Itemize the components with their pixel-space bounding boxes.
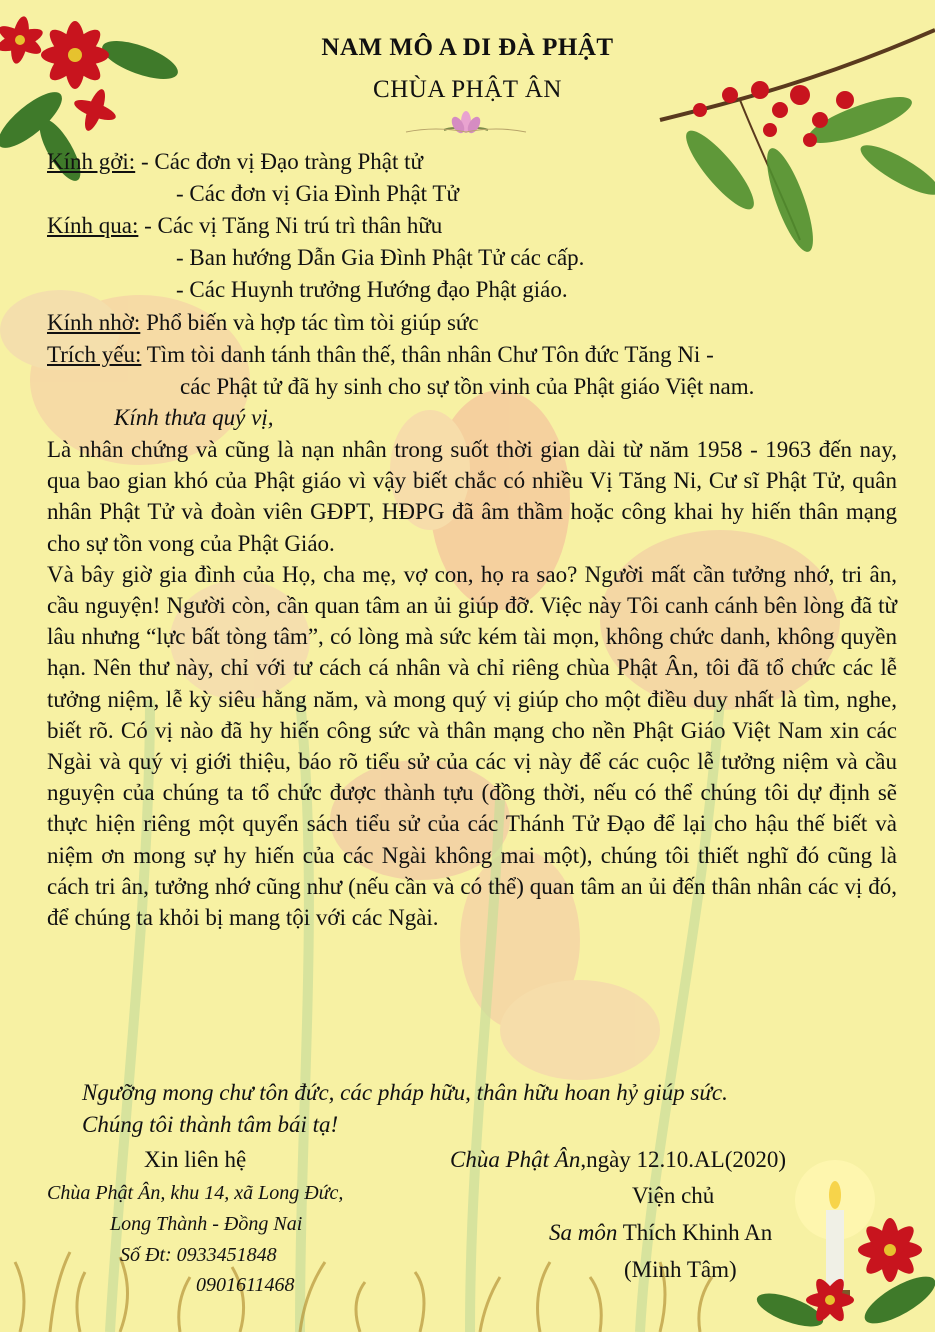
kinh-nho-text: Phổ biến và hợp tác tìm tòi giúp sức	[140, 310, 479, 335]
closing-line-2: Chúng tôi thành tâm bái tạ!	[82, 1112, 339, 1137]
kinh-goi-item-2: - Các đơn vị Gia Đình Phật Tử	[176, 181, 459, 206]
kinh-goi-label: Kính gởi:	[47, 149, 136, 174]
kinh-goi-item-1: - Các đơn vị Đạo tràng Phật tử	[135, 149, 423, 174]
contact-label: Xin liên hệ	[144, 1147, 247, 1172]
paragraph-2: Và bây giờ gia đình của Họ, cha mẹ, vợ con, họ ra sao? Người mất cần tưởng nhớ, tri ân, cầu nguyện! Người còn, cần quan tâm an ủi giúp đỡ. Việc này Tôi canh cánh bên lòng đã từ lâu nhưng “lực bất tòng tâm”, có lòng mà sức kém tài mọn, không chức danh, không quyền hạn. Nên thư này, chỉ với tư cách cá nhân và chỉ riêng chùa Phật Ân, tôi đã tổ chức các lễ tưởng niệm, lễ kỳ siêu hằng năm, và mong quý vị giúp cho một điều duy nhất là tìm, nghe, biết rõ. Có vị nào đã hy hiến công sức và thân mạng cho nền Phật Giáo Việt Nam xin các Ngài và quý vị giới thiệu, báo rõ tiểu sử của các vị này để các cuộc lễ tưởng niệm và cầu nguyện của chúng ta tổ chức được thành tựu (đồng thời, nếu có thể chúng tôi dự định sẽ thực hiện riêng một quyển sách tiểu sử của các Thánh Tử Đạo để lại cho hậu thế biết và niệm ơn mong sự hy hiến của các Ngài không mai một), chúng tôi thiết nghĩ đó cũng là cách tri ân, tưởng nhớ cũng như (nếu cần và có thể) quan tâm an ủi đến thân nhân các vị đó, để chúng ta khỏi bị mang tội với các Ngài.	[47, 561, 897, 931]
kinh-nho-label: Kính nhờ:	[47, 310, 141, 335]
signature-prefix: Sa môn	[549, 1220, 618, 1245]
signature-name-line	[549, 1220, 772, 1246]
trich-yeu-text-2: các Phật tử đã hy sinh cho sự tồn vinh của Phật giáo Việt nam.	[180, 374, 755, 399]
letter-body	[47, 434, 897, 933]
kinh-qua-item-2: - Ban hướng Dẫn Gia Đình Phật Tử các cấp.	[176, 245, 585, 270]
signature-dharma-name: (Minh Tâm)	[624, 1257, 737, 1282]
contact-phone-1: Số Đt: 0933451848	[120, 1244, 277, 1266]
contact-phone-2: 0901611468	[196, 1274, 295, 1296]
trich-yeu-line-1	[47, 342, 714, 368]
signature-role: Viện chủ	[632, 1183, 715, 1208]
kinh-qua-label: Kính qua:	[47, 213, 139, 238]
trich-yeu-label: Trích yếu:	[47, 342, 142, 367]
kinh-qua-item-3: - Các Huynh trưởng Hướng đạo Phật giáo.	[176, 277, 568, 302]
signature-place-date	[450, 1147, 786, 1173]
contact-address-2: Long Thành - Đồng Nai	[110, 1213, 303, 1235]
page-title: NAM MÔ A DI ĐÀ PHẬT	[321, 34, 614, 61]
kinh-goi-line-1	[47, 149, 423, 175]
kinh-qua-line-1	[47, 213, 442, 239]
kinh-nho-line	[47, 310, 479, 336]
trich-yeu-text-1: Tìm tòi danh tánh thân thế, thân nhân Chư Tôn đức Tăng Ni -	[141, 342, 714, 367]
signature-date: ,ngày 12.10.AL(2020)	[580, 1147, 787, 1172]
signature-name: Thích Khinh An	[617, 1220, 773, 1245]
page-subtitle: CHÙA PHẬT ÂN	[373, 76, 562, 103]
contact-address-1: Chùa Phật Ân, khu 14, xã Long Đức,	[47, 1182, 344, 1204]
salutation: Kính thưa quý vị,	[114, 405, 274, 430]
signature-place: Chùa Phật Ân	[450, 1147, 581, 1172]
kinh-qua-item-1: - Các vị Tăng Ni trú trì thân hữu	[138, 213, 443, 238]
closing-line-1: Ngưỡng mong chư tôn đức, các pháp hữu, thân hữu hoan hỷ giúp sức.	[82, 1080, 728, 1105]
paragraph-1: Là nhân chứng và cũng là nạn nhân trong suốt thời gian dài từ năm 1958 - 1963 đến nay, qua bao gian khó của Phật giáo vì vậy biết chắc có nhiều Vị Tăng Ni, Cư sĩ Phật Tử, quân nhân Phật Tử và đoàn viên GĐPT, HĐPG đã âm thầm hoặc công khai hy hiến thân mạng cho sự tồn vong của Phật Giáo.	[47, 437, 897, 556]
